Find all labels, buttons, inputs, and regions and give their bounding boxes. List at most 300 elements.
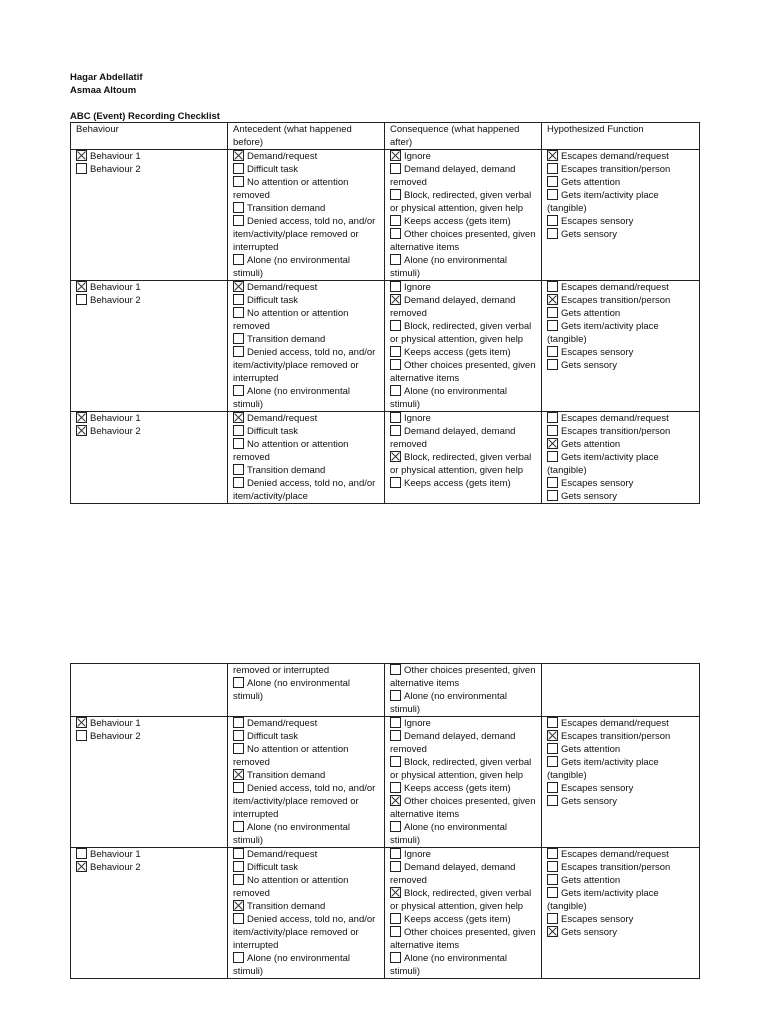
checkbox-icon[interactable] — [390, 848, 401, 859]
option-label: Gets item/activity place (tangible) — [547, 888, 659, 912]
option-label: Transition demand — [247, 770, 326, 781]
checkbox-icon[interactable] — [547, 795, 558, 806]
option-label: Gets item/activity place (tangible) — [547, 321, 659, 345]
checkbox-option[interactable] — [233, 952, 380, 978]
checkbox-icon[interactable] — [233, 848, 244, 859]
option-label: Escapes sensory — [561, 216, 634, 227]
checkbox-icon[interactable] — [390, 952, 401, 963]
checkbox-icon[interactable] — [390, 215, 401, 226]
checkbox-option[interactable] — [547, 730, 695, 743]
behaviour-cell — [71, 848, 228, 979]
checkbox-option[interactable] — [390, 228, 537, 254]
checkbox-option[interactable] — [233, 717, 380, 730]
checkbox-option[interactable] — [547, 189, 695, 215]
checkbox-option[interactable] — [76, 730, 223, 743]
option-label: Escapes transition/person — [561, 862, 671, 873]
checkbox-option[interactable] — [547, 874, 695, 887]
option-label: Keeps access (gets item) — [404, 347, 511, 358]
checkbox-icon[interactable] — [76, 848, 87, 859]
checkbox-option[interactable] — [547, 346, 695, 359]
option-label: Block, redirected, given verbal or physical attention, given help — [390, 321, 532, 345]
option-label: Escapes sensory — [561, 783, 634, 794]
checkbox-option[interactable] — [76, 425, 223, 438]
header-behaviour: Behaviour — [71, 123, 228, 150]
option-label: Demand delayed, demand removed — [390, 295, 516, 319]
checkbox-option[interactable] — [547, 228, 695, 241]
checkbox-icon[interactable] — [547, 412, 558, 423]
table-row-continuation — [71, 664, 700, 717]
header-antecedent: Antecedent (what happened before) — [228, 123, 385, 150]
checkbox-option[interactable] — [547, 477, 695, 490]
checkbox-option[interactable] — [390, 913, 537, 926]
option-label: No attention or attention removed — [233, 875, 349, 899]
checkbox-icon[interactable] — [233, 294, 244, 305]
header-consequence: Consequence (what happened after) — [385, 123, 542, 150]
checkbox-icon[interactable] — [547, 215, 558, 226]
checkbox-option[interactable] — [390, 952, 537, 978]
option-label: Behaviour 2 — [90, 164, 141, 175]
checkbox-option[interactable] — [390, 359, 537, 385]
checked-box-icon[interactable] — [390, 795, 401, 806]
option-label: Escapes sensory — [561, 914, 634, 925]
checked-box-icon[interactable] — [76, 412, 87, 423]
option-label: Ignore — [404, 413, 431, 424]
checkbox-icon[interactable] — [390, 320, 401, 331]
checkbox-option[interactable] — [233, 730, 380, 743]
checkbox-icon[interactable] — [233, 163, 244, 174]
checkbox-option[interactable] — [547, 320, 695, 346]
checkbox-icon[interactable] — [390, 913, 401, 924]
checkbox-option[interactable] — [233, 202, 380, 215]
function-cell — [542, 281, 700, 412]
option-label: Transition demand — [247, 465, 326, 476]
checkbox-option[interactable] — [390, 451, 537, 477]
checkbox-option[interactable] — [233, 743, 380, 769]
option-label: Escapes sensory — [561, 347, 634, 358]
checkbox-option[interactable] — [233, 782, 380, 821]
option-label: Escapes transition/person — [561, 295, 671, 306]
option-label: Gets sensory — [561, 796, 617, 807]
option-label: Other choices presented, given alternative items — [390, 360, 536, 384]
option-label: Other choices presented, given alternative items — [390, 927, 536, 951]
checkbox-icon[interactable] — [233, 874, 244, 885]
option-label: Demand/request — [247, 413, 318, 424]
checkbox-option[interactable] — [233, 821, 380, 847]
checkbox-option[interactable] — [390, 320, 537, 346]
checkbox-option[interactable] — [233, 861, 380, 874]
checkbox-option[interactable] — [390, 664, 537, 690]
checkbox-option[interactable] — [76, 717, 223, 730]
option-label: Difficult task — [247, 295, 299, 306]
option-label: Difficult task — [247, 862, 299, 873]
option-label: Block, redirected, given verbal or physical attention, given help — [390, 888, 532, 912]
checkbox-icon[interactable] — [76, 730, 87, 741]
checkbox-icon[interactable] — [233, 346, 244, 357]
checkbox-option[interactable] — [390, 412, 537, 425]
checkbox-option[interactable] — [233, 848, 380, 861]
option-label: Gets attention — [561, 875, 621, 886]
checkbox-option[interactable] — [233, 150, 380, 163]
option-label: Keeps access (gets item) — [404, 216, 511, 227]
checkbox-icon[interactable] — [390, 189, 401, 200]
checkbox-option[interactable] — [547, 412, 695, 425]
checkbox-option[interactable] — [390, 254, 537, 280]
checkbox-option[interactable] — [547, 176, 695, 189]
checkbox-icon[interactable] — [547, 346, 558, 357]
option-label: No attention or attention removed — [233, 439, 349, 463]
checkbox-icon[interactable] — [390, 385, 401, 396]
checkbox-icon[interactable] — [547, 320, 558, 331]
checkbox-option[interactable] — [233, 333, 380, 346]
checkbox-icon[interactable] — [390, 730, 401, 741]
option-label: Alone (no environmental stimuli) — [390, 386, 507, 410]
checked-box-icon[interactable] — [76, 281, 87, 292]
checkbox-option[interactable] — [233, 900, 380, 913]
checkbox-option[interactable] — [76, 848, 223, 861]
checkbox-option[interactable] — [76, 150, 223, 163]
option-label: Escapes demand/request — [561, 282, 669, 293]
checkbox-icon[interactable] — [233, 477, 244, 488]
checkbox-option[interactable] — [390, 215, 537, 228]
checkbox-icon[interactable] — [233, 861, 244, 872]
consequence-cell — [385, 717, 542, 848]
checkbox-icon[interactable] — [390, 412, 401, 423]
checkbox-option[interactable] — [233, 769, 380, 782]
checkbox-icon[interactable] — [76, 294, 87, 305]
option-label: Block, redirected, given verbal or physical attention, given help — [390, 757, 532, 781]
option-label: Gets sensory — [561, 229, 617, 240]
checkbox-option[interactable] — [547, 743, 695, 756]
checkbox-option[interactable] — [76, 294, 223, 307]
checked-box-icon[interactable] — [390, 150, 401, 161]
checkbox-option[interactable] — [547, 281, 695, 294]
checkbox-icon[interactable] — [547, 490, 558, 501]
checkbox-icon[interactable] — [547, 189, 558, 200]
option-label: Alone (no environmental stimuli) — [233, 953, 350, 977]
option-label: Difficult task — [247, 731, 299, 742]
consequence-cell — [385, 281, 542, 412]
checkbox-option[interactable] — [390, 926, 537, 952]
checkbox-icon[interactable] — [390, 425, 401, 436]
checkbox-icon[interactable] — [547, 307, 558, 318]
checked-box-icon[interactable] — [390, 451, 401, 462]
checkbox-icon[interactable] — [547, 717, 558, 728]
option-label: Block, redirected, given verbal or physical attention, given help — [390, 190, 532, 214]
continued-text: removed or interrupted — [233, 665, 330, 676]
checkbox-icon[interactable] — [547, 228, 558, 239]
option-label: Gets item/activity place (tangible) — [547, 190, 659, 214]
checkbox-icon[interactable] — [233, 730, 244, 741]
checked-box-icon[interactable] — [547, 438, 558, 449]
option-label: No attention or attention removed — [233, 308, 349, 332]
table-header-row — [71, 123, 700, 150]
option-label: Behaviour 2 — [90, 426, 141, 437]
checkbox-option[interactable] — [390, 163, 537, 189]
checkbox-icon[interactable] — [76, 163, 87, 174]
checkbox-option[interactable] — [547, 782, 695, 795]
checkbox-option[interactable] — [233, 412, 380, 425]
checkbox-icon[interactable] — [233, 821, 244, 832]
antecedent-cell — [228, 664, 385, 717]
checked-box-icon[interactable] — [76, 150, 87, 161]
option-label: No attention or attention removed — [233, 177, 349, 201]
checkbox-option[interactable] — [547, 294, 695, 307]
option-label: Gets item/activity place (tangible) — [547, 757, 659, 781]
checkbox-option[interactable] — [547, 756, 695, 782]
checkbox-option[interactable] — [390, 821, 537, 847]
checked-box-icon[interactable] — [547, 294, 558, 305]
checkbox-icon[interactable] — [233, 333, 244, 344]
checkbox-option[interactable] — [390, 756, 537, 782]
option-label: Gets sensory — [561, 491, 617, 502]
option-label: Behaviour 1 — [90, 151, 141, 162]
option-label: Escapes sensory — [561, 478, 634, 489]
checkbox-option[interactable] — [547, 913, 695, 926]
checklist-table-page-1 — [70, 122, 700, 504]
option-label: Escapes demand/request — [561, 151, 669, 162]
option-label: Ignore — [404, 849, 431, 860]
checkbox-option[interactable] — [233, 281, 380, 294]
checkbox-option[interactable] — [547, 848, 695, 861]
checkbox-icon[interactable] — [233, 952, 244, 963]
checkbox-option[interactable] — [547, 861, 695, 874]
function-cell — [542, 150, 700, 281]
checkbox-option[interactable] — [390, 782, 537, 795]
checkbox-icon[interactable] — [233, 254, 244, 265]
checkbox-option[interactable] — [233, 477, 380, 503]
checked-box-icon[interactable] — [547, 926, 558, 937]
checkbox-option[interactable] — [233, 294, 380, 307]
checkbox-option[interactable] — [547, 717, 695, 730]
checkbox-option[interactable] — [233, 346, 380, 385]
checkbox-icon[interactable] — [390, 228, 401, 239]
checkbox-icon[interactable] — [390, 359, 401, 370]
checked-box-icon[interactable] — [390, 887, 401, 898]
checkbox-option[interactable] — [233, 677, 380, 703]
checkbox-option[interactable] — [547, 795, 695, 808]
checkbox-icon[interactable] — [233, 215, 244, 226]
checkbox-icon[interactable] — [390, 281, 401, 292]
checkbox-option[interactable] — [233, 385, 380, 411]
checkbox-icon[interactable] — [390, 477, 401, 488]
checkbox-icon[interactable] — [233, 176, 244, 187]
option-label: Behaviour 1 — [90, 282, 141, 293]
behaviour-cell — [71, 717, 228, 848]
checkbox-icon[interactable] — [547, 359, 558, 370]
option-label: Alone (no environmental stimuli) — [390, 691, 507, 715]
option-label: Demand delayed, demand removed — [390, 862, 516, 886]
checkbox-option[interactable] — [390, 717, 537, 730]
consequence-cell — [385, 412, 542, 504]
antecedent-cell — [228, 150, 385, 281]
checkbox-option[interactable] — [390, 861, 537, 887]
option-label: Denied access, told no, and/or item/activity/place removed or interrupted — [233, 347, 376, 384]
option-label: Difficult task — [247, 164, 299, 175]
checkbox-option[interactable] — [390, 425, 537, 451]
checkbox-icon[interactable] — [233, 385, 244, 396]
checkbox-option[interactable] — [547, 926, 695, 939]
checkbox-option[interactable] — [233, 438, 380, 464]
checkbox-icon[interactable] — [547, 861, 558, 872]
antecedent-cell — [228, 412, 385, 504]
checkbox-option[interactable] — [233, 913, 380, 952]
checkbox-option[interactable] — [390, 795, 537, 821]
checkbox-icon[interactable] — [547, 743, 558, 754]
checkbox-option[interactable] — [390, 294, 537, 320]
option-label: Gets sensory — [561, 927, 617, 938]
checkbox-icon[interactable] — [390, 163, 401, 174]
checked-box-icon[interactable] — [233, 150, 244, 161]
checkbox-option[interactable] — [233, 874, 380, 900]
checkbox-icon[interactable] — [233, 464, 244, 475]
option-label: Behaviour 2 — [90, 731, 141, 742]
checkbox-option[interactable] — [547, 215, 695, 228]
checkbox-option[interactable] — [547, 451, 695, 477]
checked-box-icon[interactable] — [547, 150, 558, 161]
checkbox-icon[interactable] — [390, 782, 401, 793]
header-function: Hypothesized Function — [542, 123, 700, 150]
checkbox-icon[interactable] — [233, 743, 244, 754]
checkbox-option[interactable] — [547, 150, 695, 163]
checkbox-icon[interactable] — [547, 425, 558, 436]
checkbox-option[interactable] — [547, 438, 695, 451]
checkbox-icon[interactable] — [233, 202, 244, 213]
checklist-table-page-2 — [70, 663, 700, 979]
option-label: Ignore — [404, 718, 431, 729]
checkbox-option[interactable] — [233, 464, 380, 477]
checkbox-option[interactable] — [390, 189, 537, 215]
table-row — [71, 150, 700, 281]
checkbox-icon[interactable] — [547, 451, 558, 462]
option-label: Gets attention — [561, 308, 621, 319]
option-label: Keeps access (gets item) — [404, 783, 511, 794]
option-label: Escapes demand/request — [561, 849, 669, 860]
checkbox-icon[interactable] — [547, 874, 558, 885]
checkbox-icon[interactable] — [233, 438, 244, 449]
option-label: Denied access, told no, and/or item/activity/place removed or interrupted — [233, 914, 376, 951]
checkbox-icon[interactable] — [233, 307, 244, 318]
function-cell — [542, 412, 700, 504]
option-label: Demand delayed, demand removed — [390, 164, 516, 188]
checkbox-icon[interactable] — [547, 281, 558, 292]
function-cell — [542, 848, 700, 979]
checkbox-option[interactable] — [76, 163, 223, 176]
option-label: Demand/request — [247, 282, 318, 293]
option-label: Demand/request — [247, 849, 318, 860]
checkbox-option[interactable] — [390, 281, 537, 294]
checkbox-option[interactable] — [390, 477, 537, 490]
checkbox-option[interactable] — [390, 730, 537, 756]
checkbox-icon[interactable] — [547, 163, 558, 174]
checkbox-option[interactable] — [76, 861, 223, 874]
checkbox-icon[interactable] — [390, 756, 401, 767]
option-label: Behaviour 2 — [90, 862, 141, 873]
behaviour-cell — [71, 412, 228, 504]
table-row — [71, 281, 700, 412]
checkbox-icon[interactable] — [233, 913, 244, 924]
checkbox-icon[interactable] — [390, 821, 401, 832]
checkbox-option[interactable] — [390, 848, 537, 861]
checkbox-icon[interactable] — [390, 254, 401, 265]
checkbox-option[interactable] — [547, 490, 695, 503]
checkbox-icon[interactable] — [547, 848, 558, 859]
checked-box-icon[interactable] — [390, 294, 401, 305]
checkbox-icon[interactable] — [390, 717, 401, 728]
checkbox-icon[interactable] — [390, 690, 401, 701]
checkbox-option[interactable] — [547, 425, 695, 438]
checkbox-icon[interactable] — [390, 346, 401, 357]
checkbox-icon[interactable] — [390, 926, 401, 937]
option-label: Ignore — [404, 151, 431, 162]
checkbox-icon[interactable] — [547, 176, 558, 187]
antecedent-cell — [228, 281, 385, 412]
option-label: Difficult task — [247, 426, 299, 437]
checked-box-icon[interactable] — [233, 412, 244, 423]
checkbox-option[interactable] — [233, 254, 380, 280]
option-label: Escapes demand/request — [561, 413, 669, 424]
checkbox-option[interactable] — [547, 163, 695, 176]
checkbox-icon[interactable] — [390, 861, 401, 872]
option-label: Gets attention — [561, 744, 621, 755]
checkbox-icon[interactable] — [547, 887, 558, 898]
checkbox-option[interactable] — [390, 150, 537, 163]
checkbox-option[interactable] — [233, 307, 380, 333]
checked-box-icon[interactable] — [76, 861, 87, 872]
checkbox-icon[interactable] — [547, 782, 558, 793]
option-label: Demand delayed, demand removed — [390, 426, 516, 450]
checkbox-option[interactable] — [76, 281, 223, 294]
behaviour-cell — [71, 150, 228, 281]
checkbox-option[interactable] — [390, 385, 537, 411]
option-label: Other choices presented, given alternative items — [390, 229, 536, 253]
checkbox-icon[interactable] — [390, 664, 401, 675]
checkbox-option[interactable] — [547, 887, 695, 913]
checkbox-option[interactable] — [390, 346, 537, 359]
checkbox-option[interactable] — [233, 215, 380, 254]
checked-box-icon[interactable] — [76, 717, 87, 728]
checkbox-option[interactable] — [547, 359, 695, 372]
checked-box-icon[interactable] — [233, 900, 244, 911]
checkbox-option[interactable] — [390, 690, 537, 716]
checked-box-icon[interactable] — [547, 730, 558, 741]
option-label: Other choices presented, given alternative items — [390, 796, 536, 820]
antecedent-cell — [228, 848, 385, 979]
checkbox-option[interactable] — [233, 425, 380, 438]
option-label: Block, redirected, given verbal or physical attention, given help — [390, 452, 532, 476]
checkbox-icon[interactable] — [233, 782, 244, 793]
checked-box-icon[interactable] — [233, 769, 244, 780]
checkbox-option[interactable] — [547, 307, 695, 320]
consequence-cell — [385, 664, 542, 717]
checkbox-icon[interactable] — [233, 677, 244, 688]
checkbox-option[interactable] — [233, 176, 380, 202]
option-label: Escapes transition/person — [561, 731, 671, 742]
checkbox-icon[interactable] — [547, 756, 558, 767]
checkbox-option[interactable] — [390, 887, 537, 913]
checked-box-icon[interactable] — [233, 281, 244, 292]
checkbox-icon[interactable] — [547, 913, 558, 924]
option-label: Escapes transition/person — [561, 426, 671, 437]
function-cell — [542, 717, 700, 848]
option-label: Escapes demand/request — [561, 718, 669, 729]
checkbox-icon[interactable] — [233, 717, 244, 728]
checkbox-option[interactable] — [233, 163, 380, 176]
checkbox-icon[interactable] — [233, 425, 244, 436]
checkbox-icon[interactable] — [547, 477, 558, 488]
consequence-cell — [385, 150, 542, 281]
checkbox-option[interactable] — [76, 412, 223, 425]
checked-box-icon[interactable] — [76, 425, 87, 436]
